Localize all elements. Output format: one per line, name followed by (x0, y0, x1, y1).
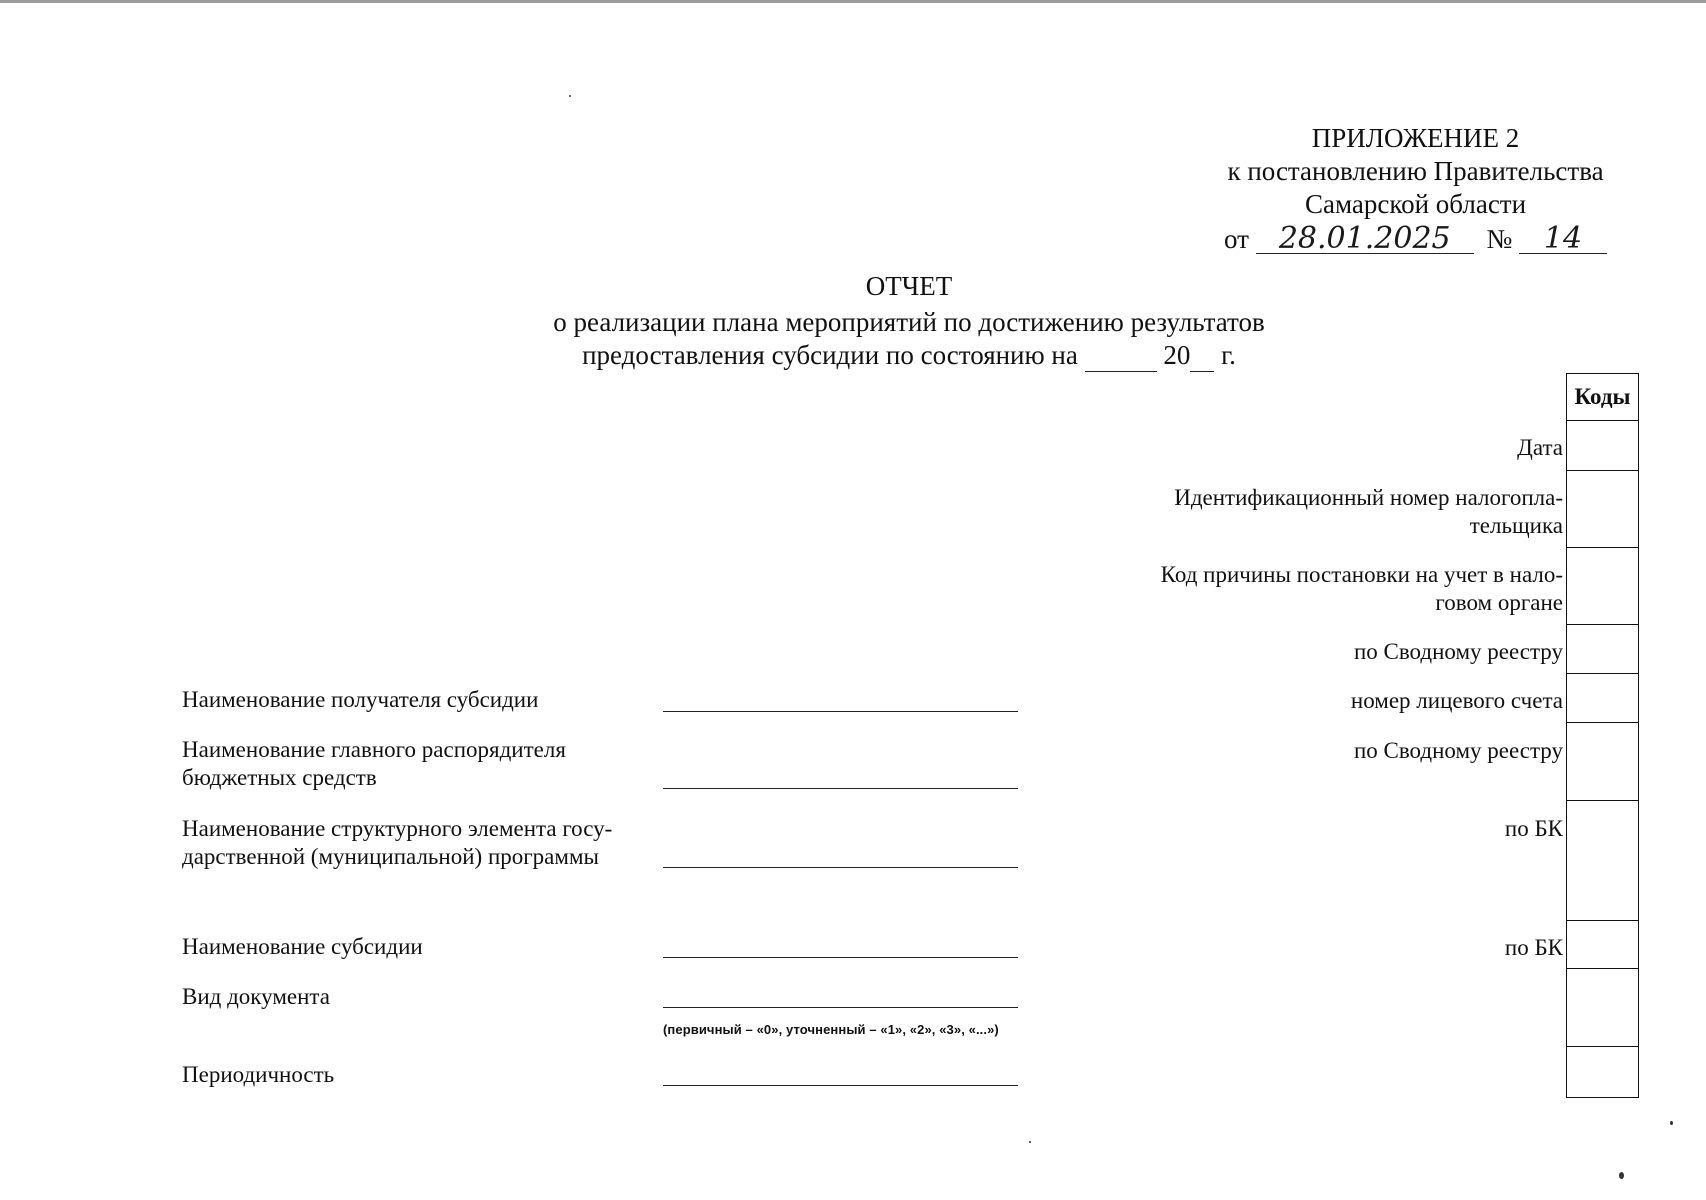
scan-speck (1619, 1172, 1624, 1179)
code-cell-bk-2[interactable] (1566, 921, 1639, 969)
label-subsidy: Наименование субсидии (182, 934, 423, 959)
label-recipient: Наименование получателя субсидии (182, 687, 539, 712)
code-cell-svod-2[interactable] (1566, 723, 1639, 801)
report-date-line (0, 339, 1706, 372)
label-date: Дата (1517, 435, 1563, 460)
appendix-block (1224, 122, 1607, 256)
code-cell-bk-1[interactable] (1566, 801, 1639, 921)
label-bk-2: по БК (1504, 935, 1563, 960)
label-inn-1: Идентификационный номер налогопла- (1174, 485, 1563, 510)
label-program-1: Наименование структурного элемента госу- (182, 816, 613, 841)
label-kpp-1: Код причины постановки на учет в нало- (1160, 562, 1563, 587)
scan-speck (1029, 1141, 1031, 1143)
label-svod-2: по Сводному реестру (1353, 738, 1563, 763)
code-cell-inn[interactable] (1566, 471, 1639, 548)
label-inn-2: тельщика (1469, 513, 1563, 538)
report-year-suffix: г. (1221, 340, 1236, 370)
appendix-handwritten-date: 28.01.2025 (1256, 225, 1474, 254)
appendix-date-row (1224, 223, 1607, 256)
label-svod-1: по Сводному реестру (1353, 639, 1563, 664)
label-kpp-2: говом органе (1435, 590, 1563, 615)
report-day-blank (1085, 339, 1157, 372)
label-periodicity: Периодичность (182, 1062, 335, 1087)
label-doc-type: Вид документа (182, 984, 330, 1009)
label-manager-1: Наименование главного распорядителя (182, 737, 566, 762)
code-cell-svod-1[interactable] (1566, 625, 1639, 674)
appendix-from-label: от (1224, 224, 1249, 254)
label-bk-1: по БК (1504, 816, 1563, 841)
subsidy-field[interactable] (663, 957, 1018, 958)
report-year-blank (1190, 339, 1214, 372)
code-cell-date[interactable] (1566, 421, 1639, 471)
scan-top-edge (0, 0, 1706, 3)
code-cell-periodicity[interactable] (1566, 1047, 1639, 1098)
appendix-handwritten-number: 14 (1519, 225, 1607, 254)
code-cell-account[interactable] (1566, 674, 1639, 723)
label-account: номер лицевого счета (1350, 688, 1563, 713)
report-title: ОТЧЕТ (865, 271, 953, 301)
report-date-prefix: предоставления субсидии по состоянию на (582, 340, 1078, 370)
appendix-line-2: к постановлению Правительства (1227, 156, 1604, 186)
scan-speck (569, 95, 571, 97)
report-year: 20 (1163, 340, 1191, 370)
doc-type-field[interactable] (663, 1007, 1018, 1008)
appendix-title: ПРИЛОЖЕНИЕ 2 (1311, 123, 1520, 153)
doc-type-note: (первичный – «0», уточненный – «1», «2», «3», «...») (663, 1022, 999, 1037)
scan-speck (1670, 1121, 1673, 1125)
appendix-line-3: Самарской области (1304, 189, 1527, 219)
report-subtitle: о реализации плана мероприятий по достижению результатов (553, 307, 1265, 337)
codes-header: Коды (1566, 373, 1639, 421)
appendix-number-sign: № (1486, 224, 1513, 254)
recipient-field[interactable] (663, 711, 1018, 712)
program-field[interactable] (663, 867, 1018, 868)
code-cell-kpp[interactable] (1566, 548, 1639, 625)
periodicity-field[interactable] (663, 1085, 1018, 1086)
manager-field[interactable] (663, 788, 1018, 789)
label-program-2: дарственной (муниципальной) программы (182, 844, 599, 869)
label-manager-2: бюджетных средств (182, 765, 377, 790)
code-cell-doc-type[interactable] (1566, 969, 1639, 1047)
